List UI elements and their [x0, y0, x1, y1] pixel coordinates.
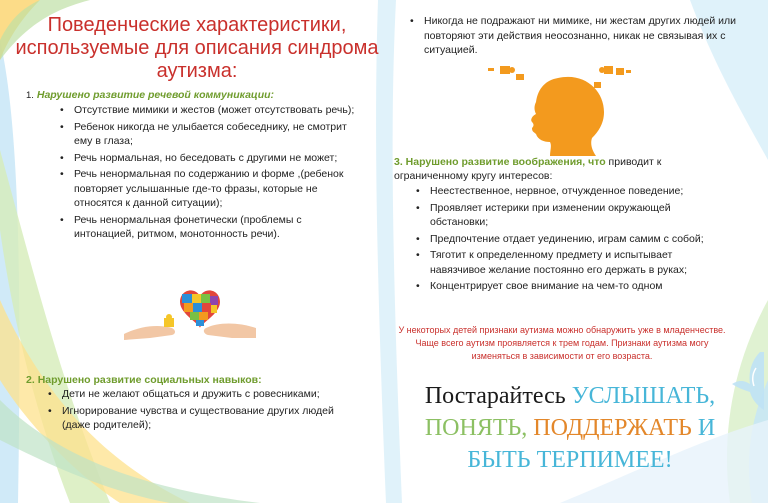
section2-number: 2.: [26, 374, 35, 386]
info-note: У некоторых детей признаки аутизма можно обнаружить уже в младенчестве. Чаще всего аутизм проявляется к трем годам. Признаки аутизма могу изменяться в зависимости от его возраста.: [398, 325, 726, 361]
slogan-word-understand: ПОНЯТЬ,: [424, 415, 528, 441]
section2-heading-text: Нарушено развитие социальных навыков:: [37, 374, 262, 386]
section3-heading: [394, 155, 734, 183]
slogan-word-try: Постарайтесь: [424, 383, 566, 409]
list-item: • Отсутствие мимики и жестов (может отсутствовать речь);: [60, 103, 356, 118]
dove-icon: [730, 350, 766, 412]
child-head-puzzle-icon: [480, 60, 640, 156]
section3-list: [416, 184, 726, 296]
heart-puzzle-hands-icon: [120, 284, 260, 344]
list-item: • Ребенок никогда не улыбается собеседнику, не смотрит ему в глаза;: [60, 120, 356, 149]
slogan-line-3: БЫТЬ ТЕРПИМЕЕ!: [467, 447, 673, 473]
list-item: • Неестественное, нервное, отчужденное поведение;: [416, 184, 726, 199]
list-item: • Тяготит к определенному предмету и испытывает навязчивое желание постоянно его держать в руках;: [416, 248, 726, 277]
list-item: • Дети не желают общаться и дружить с ровесниками;: [48, 387, 348, 402]
slogan: [400, 382, 740, 474]
list-item: • Предпочтение отдает уединению, играм самим с собой;: [416, 232, 726, 247]
section1-heading-text: Нарушено развитие речевой коммуникации:: [36, 89, 275, 101]
list-item: • Речь ненормальная по содержанию и форме ,(ребенок повторяет услышанные где-то фразы, которые не относятся к данной ситуации);: [60, 167, 356, 211]
slogan-line-2: [400, 414, 740, 442]
section3-heading-rest: приводит к ограниченному кругу интересов:: [394, 156, 662, 182]
list-item: • Никогда не подражают ни мимике, ни жестам других людей или повторяют эти действия неосознанно, никак не связывая их с ситуацией.: [410, 14, 740, 58]
section2-list: [48, 387, 348, 435]
slogan-word-hear: УСЛЫШАТЬ,: [571, 383, 716, 409]
slogan-word-and: И: [697, 415, 716, 441]
section3-heading-highlight: 3. Нарушено развитие воображения, что: [394, 156, 606, 168]
list-item: • Речь ненормальная фонетически (проблемы с интонацией, ритмом, монотонность речи).: [60, 213, 356, 242]
list-item: • Проявляет истерики при изменении окружающей обстановки;: [416, 201, 726, 230]
slogan-line-1: [400, 382, 740, 410]
list-item: • Игнорирование чувства и существование других людей (даже родителей);: [48, 404, 348, 433]
section1-list: [60, 103, 356, 244]
section2-heading: [26, 373, 366, 387]
list-item: • Речь нормальная, но беседовать с другими не может;: [60, 151, 356, 166]
section1-number: 1.: [26, 90, 34, 101]
top-right-list: [410, 14, 740, 60]
list-item: • Концентрирует свое внимание на чем-то одном: [416, 279, 726, 294]
page-title: Поведенческие характеристики, используемые для описания синдрома аутизма:: [15, 14, 379, 82]
section1-heading: [26, 88, 366, 103]
slogan-word-support: ПОДДЕРЖАТЬ: [533, 415, 692, 441]
